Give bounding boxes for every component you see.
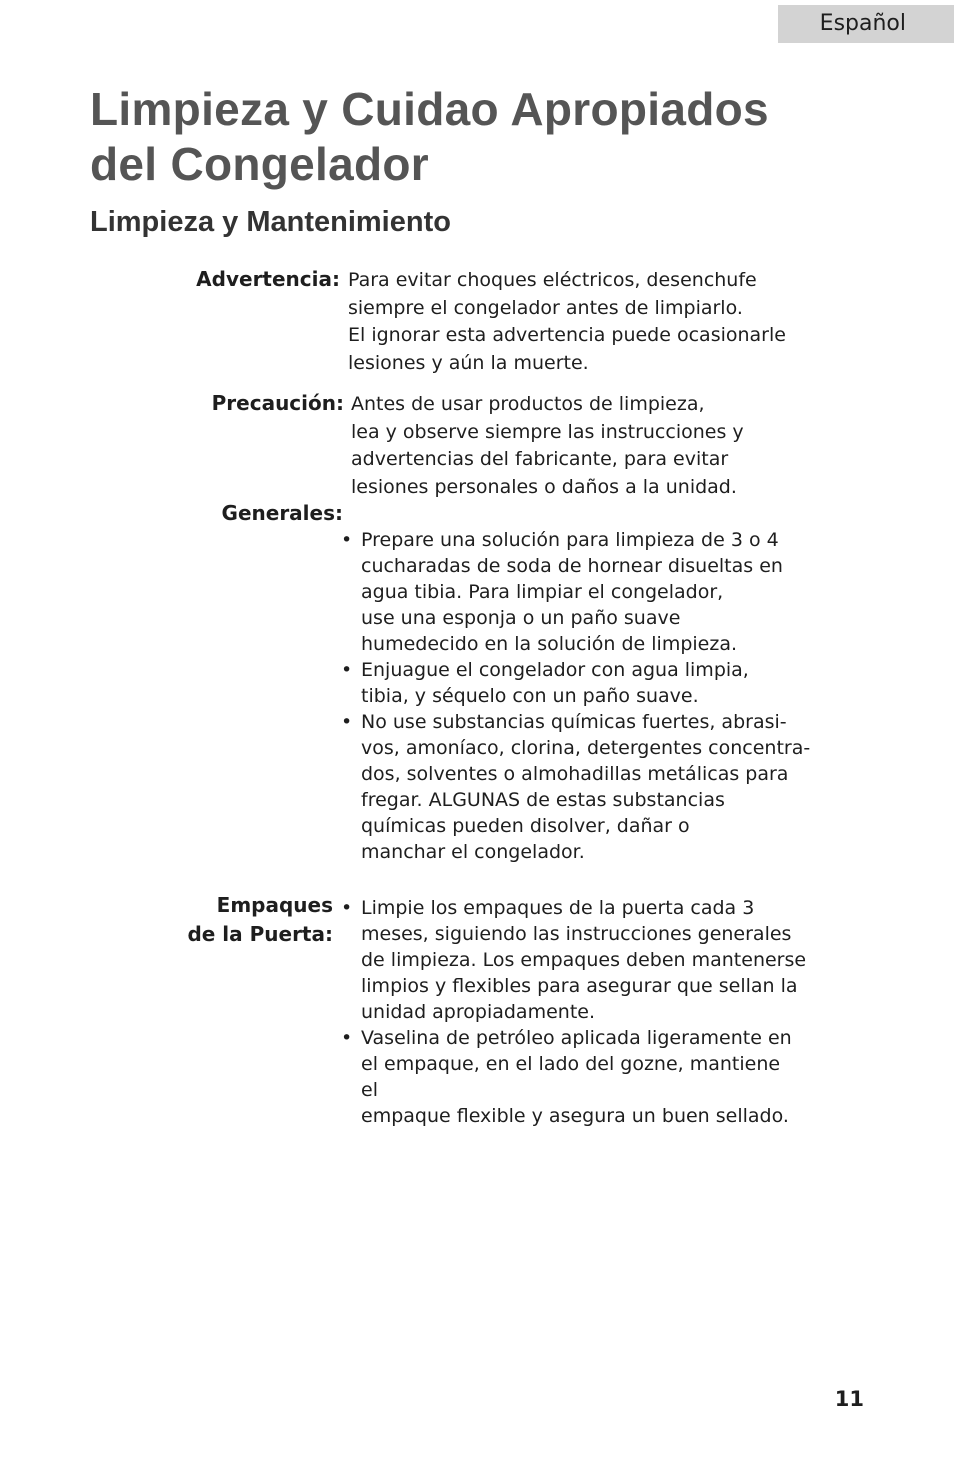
list-item [341, 895, 806, 1025]
list-item-line: empaque flexible y asegura un buen sellado. [361, 1105, 789, 1127]
list-item [341, 1025, 806, 1129]
list-item-line: use una esponja o un paño suave [361, 607, 681, 629]
warning-line: Para evitar choques eléctricos, desenchufe [348, 269, 757, 291]
gaskets-label-line-2: de la Puerta: [187, 922, 333, 946]
list-item-line: dos, solventes o almohadillas metálicas para [361, 763, 789, 785]
list-item-line: limpios y flexibles para asegurar que sellan la [361, 975, 798, 997]
warning-label: Advertencia: [196, 267, 340, 291]
general-label: Generales: [221, 501, 343, 525]
list-item-line: cucharadas de soda de hornear disueltas en [361, 555, 783, 577]
list-item-line: tibia, y séquelo con un paño suave. [361, 685, 699, 707]
gaskets-label [120, 891, 333, 949]
list-item-line: Enjuague el congelador con agua limpia, [361, 659, 749, 681]
list-item-line: químicas pueden disolver, dañar o [361, 815, 690, 837]
list-item-line: humedecido en la solución de limpieza. [361, 633, 738, 655]
caution-line: advertencias del fabricante, para evitar [351, 448, 729, 470]
list-item-line: Prepare una solución para limpieza de 3 o 4 [361, 529, 779, 551]
warning-line: siempre el congelador antes de limpiarlo. [348, 296, 743, 319]
section-title: Limpieza y Mantenimiento [90, 206, 451, 238]
warning-line: El ignorar esta advertencia puede ocasionarle [348, 324, 786, 346]
page-number: 11 [834, 1387, 864, 1411]
gaskets-label-line-1: Empaques [216, 893, 333, 917]
general-bullet-list [341, 527, 810, 865]
list-item [341, 527, 810, 657]
list-item-line: fregar. ALGUNAS de estas substancias [361, 789, 725, 811]
list-item-line: vos, amoníaco, clorina, detergentes concentra- [361, 737, 811, 759]
bullet-mark: • [341, 1027, 353, 1049]
bullet-mark: • [341, 529, 353, 551]
list-item-line: meses, siguiendo las instrucciones generales [361, 923, 792, 945]
list-item-line: manchar el congelador. [361, 841, 585, 863]
caution-line: Antes de usar productos de limpieza, [351, 393, 705, 415]
list-item-line: Vaselina de petróleo aplicada ligeramente en [361, 1027, 792, 1049]
list-item-line: Limpie los empaques de la puerta cada 3 [361, 897, 755, 919]
bullet-mark: • [341, 711, 353, 733]
list-item-line: No use substancias químicas fuertes, abrasi- [361, 711, 787, 733]
list-item-line: el empaque, en el lado del gozne, mantiene [361, 1053, 781, 1075]
list-item-line: el [361, 1079, 378, 1101]
language-tab: Español [778, 5, 954, 43]
page-title [90, 82, 890, 192]
caution-line: lea y observe siempre las instrucciones y [351, 420, 744, 443]
list-item-line: de limpieza. Los empaques deben mantenerse [361, 949, 807, 971]
list-item-line: unidad apropiadamente. [361, 1001, 595, 1023]
page-title-line-1: Limpieza y Cuidao Apropiados [90, 83, 769, 135]
caution-label: Precaución: [211, 391, 344, 415]
bullet-mark: • [341, 897, 353, 919]
bullet-mark: • [341, 659, 353, 681]
list-item-line: agua tibia. Para limpiar el congelador, [361, 581, 724, 603]
list-item [341, 709, 810, 865]
warning-line: lesiones y aún la muerte. [348, 351, 589, 374]
warning-text [348, 267, 786, 377]
gaskets-bullet-list [341, 895, 806, 1129]
caution-line: lesiones personales o daños a la unidad. [351, 475, 737, 498]
page-title-line-2: del Congelador [90, 138, 430, 190]
caution-text [351, 391, 744, 501]
list-item [341, 657, 810, 709]
